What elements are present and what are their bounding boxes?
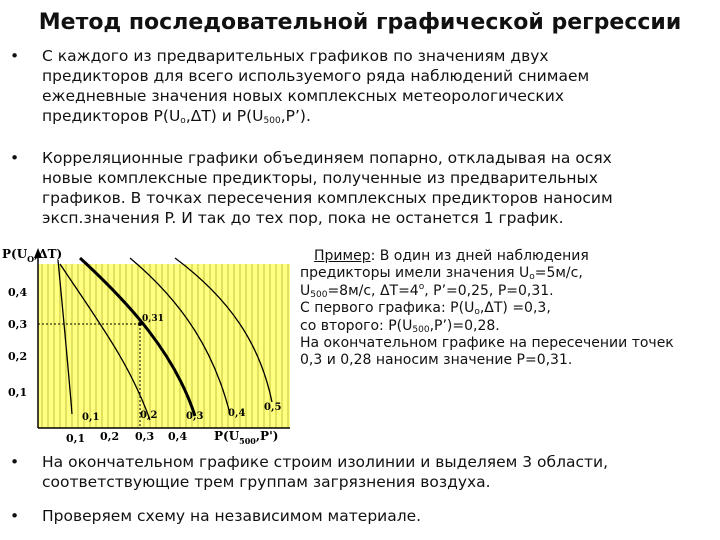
y-axis-label: $P(U_O,\Delta T)$ — [2, 247, 63, 264]
bullet-2-line-4: эксп.значения P. И так до тех пор, пока не останется 1 график. — [42, 209, 564, 227]
curve-label-5: 0,5 — [264, 402, 282, 413]
x-tick-1: 0,1 — [66, 432, 86, 444]
x-tick-3: 0,3 — [135, 430, 155, 443]
y-tick-3: 0,2 — [8, 350, 28, 363]
example-block — [300, 248, 710, 370]
x-tick-4: 0,4 — [168, 430, 188, 443]
bullet-marker: • — [10, 149, 20, 167]
bullet-3-line-1: На окончательном графике строим изолинии и выделяем 3 области, — [42, 453, 609, 471]
bullet-marker: • — [10, 47, 20, 65]
slide-title: Метод последовательной графической регрессии — [38, 10, 682, 35]
example-line-5: со второго: $P(U_{500},P’)=0,28$. — [300, 317, 500, 335]
x-axis-label: $P(U_{500},P')$ — [214, 429, 279, 444]
bullet-2-line-2: новые комплексные предикторы, полученные из предварительных — [42, 169, 598, 187]
example-line-4: С первого графика: $P(U_o,\Delta T) =0,3$, — [300, 300, 551, 318]
y-tick-4: 0,1 — [8, 386, 28, 399]
bullet-2-line-1: Корреляционные графики объединяем попарно, откладывая на осях — [42, 149, 612, 167]
bullet-1-line-1: С каждого из предварительных графиков по значениям двух — [42, 47, 549, 65]
bullet-1-line-2: предикторов для всего используемого ряда наблюдений снимаем — [42, 67, 590, 85]
regression-chart — [0, 244, 300, 448]
example-label: Пример — [314, 248, 371, 264]
curve-label-3: 0,3 — [186, 411, 204, 422]
chart-svg — [0, 244, 300, 444]
bullet-4-line-1: Проверяем схему на независимом материале. — [42, 507, 422, 525]
bullet-marker: • — [10, 507, 20, 525]
curve-label-2: 0,2 — [140, 410, 158, 421]
point-label: 0,31 — [142, 314, 164, 324]
bullet-1-line-4: предикторов $P(U_o,\Delta T)$ и $P(U_{500},P’)$. — [42, 107, 311, 126]
bullet-marker: • — [10, 453, 20, 471]
curve-label-4: 0,4 — [228, 408, 246, 419]
example-line-1: Пример: В один из дней наблюдения — [314, 248, 589, 264]
example-line-2: предикторы имели значения $U_o=5м/с$, — [300, 265, 583, 283]
example-line-7: 0,3 и 0,28 наносим значение P=0,31. — [300, 352, 573, 369]
curve-label-1: 0,1 — [82, 412, 100, 423]
y-tick-2: 0,3 — [8, 318, 28, 331]
bullet-1-line-3: ежедневные значения новых комплексных метеорологических — [42, 87, 565, 105]
bullet-3-line-2: соответствующие трем группам загрязнения воздуха. — [42, 473, 491, 491]
example-line-6: На окончательном графике на пересечении точек — [300, 335, 674, 352]
y-tick-1: 0,4 — [8, 286, 28, 299]
example-line-3: $U_{500}=8м/с$, $\Delta T=4^o$, P’=0,25, P=0,31. — [300, 281, 554, 300]
x-tick-2: 0,2 — [100, 430, 120, 443]
bullet-2-line-3: графиков. В точках пересечения комплексных предикторов наносим — [42, 189, 613, 207]
